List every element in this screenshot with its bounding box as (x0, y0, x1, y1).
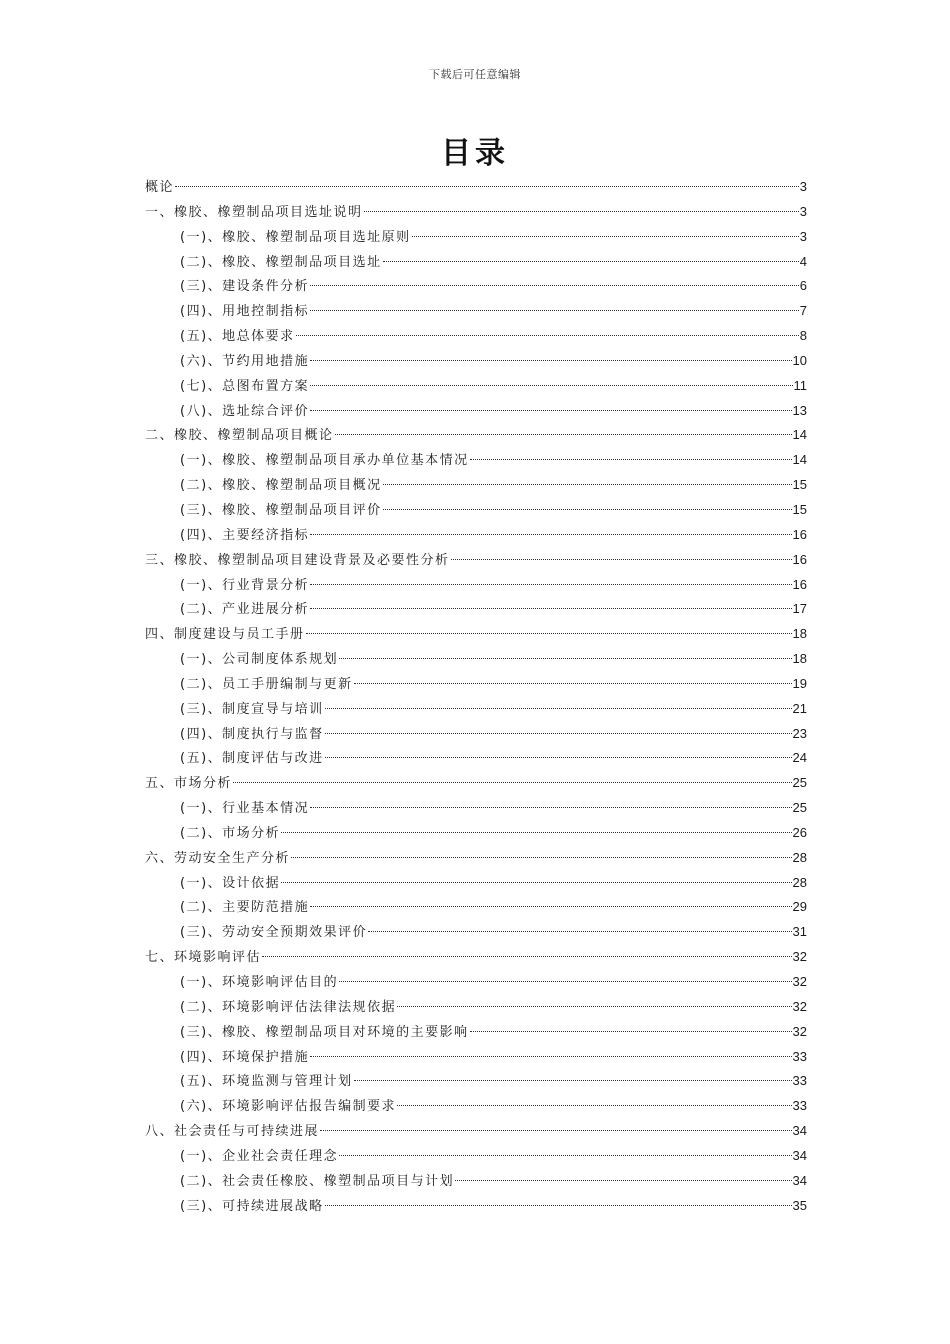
toc-entry-22[interactable] (145, 697, 807, 722)
toc-entry-label: 概论 (145, 180, 175, 195)
toc-entry-label: 二、橡胶、橡塑制品项目概论 (145, 428, 334, 444)
toc-entry-label: (六)、节约用地措施 (180, 353, 310, 369)
toc-page-number: 6 (799, 278, 807, 294)
toc-entry-34[interactable] (145, 995, 807, 1020)
toc-entry-12[interactable] (145, 448, 807, 473)
toc-dot-leader (354, 682, 792, 684)
toc-entry-label: (二)、主要防范措施 (180, 900, 310, 916)
toc-page-number: 34 (792, 1172, 807, 1188)
toc-entry-7[interactable] (145, 324, 807, 349)
toc-entry-label: (一)、橡胶、橡塑制品项目选址原则 (180, 229, 411, 245)
toc-entry-label: (四)、主要经济指标 (180, 527, 310, 543)
toc-entry-23[interactable] (145, 722, 807, 747)
toc-entry-label: (一)、行业背景分析 (180, 577, 310, 593)
toc-page-number: 19 (792, 675, 807, 691)
toc-page-number: 33 (792, 1073, 807, 1089)
toc-entry-9[interactable] (145, 374, 807, 399)
toc-entry-label: (七)、总图布置方案 (180, 378, 310, 394)
toc-entry-label: (五)、地总体要求 (180, 329, 295, 345)
toc-page-number: 33 (792, 1048, 807, 1064)
toc-page-number: 33 (792, 1098, 807, 1114)
toc-entry-17[interactable] (145, 573, 807, 598)
toc-entry-label: (三)、橡胶、橡塑制品项目对环境的主要影响 (180, 1024, 469, 1040)
toc-dot-leader (383, 483, 792, 485)
toc-page-number: 13 (792, 402, 807, 418)
toc-entry-40[interactable] (145, 1144, 807, 1169)
toc-entry-label: (三)、制度宣导与培训 (180, 701, 324, 717)
toc-dot-leader (175, 185, 799, 187)
toc-dot-leader (296, 334, 799, 336)
toc-dot-leader (233, 781, 792, 783)
page-title: 目录 (441, 136, 509, 171)
toc-dot-leader (339, 657, 791, 659)
toc-dot-leader (310, 359, 791, 361)
toc-entry-label: (三)、建设条件分析 (180, 279, 310, 295)
toc-dot-leader (291, 856, 792, 858)
toc-entry-33[interactable] (145, 970, 807, 995)
toc-entry-20[interactable] (145, 647, 807, 672)
toc-page-number: 14 (792, 427, 807, 443)
toc-dot-leader (397, 1104, 791, 1106)
toc-dot-leader (310, 409, 791, 411)
toc-page-number: 31 (792, 924, 807, 940)
toc-entry-16[interactable] (145, 548, 807, 573)
toc-entry-1[interactable] (145, 175, 807, 200)
toc-entry-36[interactable] (145, 1045, 807, 1070)
toc-entry-25[interactable] (145, 771, 807, 796)
header-note: 下载后可任意编辑 (429, 68, 521, 81)
toc-dot-leader (325, 756, 792, 758)
toc-page-number: 32 (792, 974, 807, 989)
toc-page-number: 11 (793, 377, 807, 393)
toc-page-number: 26 (792, 824, 807, 840)
toc-page-number: 4 (799, 253, 807, 269)
toc-dot-leader (310, 1055, 791, 1057)
toc-page-number: 3 (799, 203, 807, 219)
toc-page-number: 15 (792, 477, 807, 493)
toc-dot-leader (310, 806, 791, 808)
toc-entry-label: (一)、环境影响评估目的 (180, 975, 339, 990)
toc-entry-label: (二)、环境影响评估法律法规依据 (180, 999, 397, 1015)
toc-page-number: 8 (799, 328, 807, 344)
toc-entry-11[interactable] (145, 423, 807, 448)
toc-page-number: 7 (799, 303, 807, 319)
toc-entry-label: (二)、橡胶、橡塑制品项目选址 (180, 254, 382, 270)
toc-dot-leader (368, 930, 791, 932)
table-of-contents (145, 175, 807, 1218)
toc-entry-label: (二)、员工手册编制与更新 (180, 676, 353, 692)
toc-dot-leader (339, 980, 791, 982)
toc-entry-label: (二)、橡胶、橡塑制品项目概况 (180, 478, 382, 494)
toc-page-number: 32 (792, 949, 807, 965)
toc-entry-32[interactable] (145, 945, 807, 970)
toc-entry-label: (一)、公司制度体系规划 (180, 652, 339, 668)
toc-entry-label: (三)、劳动安全预期效果评价 (180, 925, 368, 941)
toc-page-number: 18 (792, 651, 807, 667)
toc-page-number: 21 (792, 700, 807, 716)
toc-page-number: 25 (792, 800, 807, 816)
toc-page-number: 25 (792, 775, 807, 791)
toc-dot-leader (310, 607, 791, 609)
toc-entry-label: 五、市场分析 (145, 776, 233, 792)
toc-entry-24[interactable] (145, 746, 807, 771)
toc-dot-leader (470, 458, 792, 460)
toc-entry-29[interactable] (145, 871, 807, 896)
toc-dot-leader (451, 558, 792, 560)
toc-page-number: 32 (792, 998, 807, 1014)
toc-entry-26[interactable] (145, 796, 807, 821)
toc-entry-18[interactable] (145, 597, 807, 622)
toc-entry-28[interactable] (145, 846, 807, 871)
toc-entry-label: (二)、社会责任橡胶、橡塑制品项目与计划 (180, 1173, 455, 1189)
toc-entry-label: (五)、环境监测与管理计划 (180, 1074, 353, 1090)
toc-entry-37[interactable] (145, 1069, 807, 1094)
toc-entry-label: 一、橡胶、橡塑制品项目选址说明 (145, 204, 363, 220)
toc-page-number: 14 (792, 452, 807, 468)
toc-entry-14[interactable] (145, 498, 807, 523)
toc-page-number: 18 (792, 626, 807, 642)
toc-entry-10[interactable] (145, 399, 807, 424)
toc-entry-5[interactable] (145, 274, 807, 299)
toc-dot-leader (354, 1079, 792, 1081)
toc-dot-leader (281, 831, 791, 833)
toc-entry-label: (五)、制度评估与改进 (180, 751, 324, 767)
toc-page-number: 32 (792, 1023, 807, 1039)
toc-entry-label: (二)、产业进展分析 (180, 602, 310, 618)
toc-dot-leader (310, 533, 791, 535)
toc-entry-30[interactable] (145, 895, 807, 920)
toc-entry-6[interactable] (145, 299, 807, 324)
toc-entry-label: (二)、市场分析 (180, 825, 281, 841)
toc-entry-label: 六、劳动安全生产分析 (145, 850, 291, 866)
toc-dot-leader (455, 1179, 791, 1181)
toc-page-number: 16 (792, 551, 807, 567)
toc-dot-leader (383, 260, 799, 262)
toc-page-number: 28 (792, 849, 807, 865)
toc-dot-leader (383, 508, 792, 510)
toc-entry-15[interactable] (145, 523, 807, 548)
toc-page-number: 28 (792, 874, 807, 890)
toc-dot-leader (306, 632, 792, 634)
toc-page-number: 15 (792, 501, 807, 517)
toc-dot-leader (262, 955, 792, 957)
toc-entry-label: (四)、环境保护措施 (180, 1049, 310, 1065)
toc-dot-leader (320, 1129, 792, 1131)
toc-entry-label: 八、社会责任与可持续进展 (145, 1124, 320, 1140)
toc-page-number: 23 (792, 725, 807, 741)
toc-dot-leader (364, 210, 799, 212)
toc-dot-leader (325, 1204, 792, 1206)
toc-page-number: 24 (792, 750, 807, 766)
toc-entry-label: (一)、企业社会责任理念 (180, 1148, 339, 1164)
toc-page-number: 16 (792, 576, 807, 592)
toc-dot-leader (310, 384, 792, 386)
toc-entry-label: 四、制度建设与员工手册 (145, 627, 305, 643)
toc-dot-leader (310, 309, 799, 311)
toc-entry-8[interactable] (145, 349, 807, 374)
toc-entry-27[interactable] (145, 821, 807, 846)
toc-entry-label: (八)、选址综合评价 (180, 403, 310, 419)
toc-dot-leader (310, 583, 791, 585)
toc-entry-41[interactable] (145, 1169, 807, 1194)
toc-entry-35[interactable] (145, 1020, 807, 1045)
toc-page-number: 16 (792, 526, 807, 542)
toc-page-number: 34 (792, 1147, 807, 1163)
toc-entry-31[interactable] (145, 920, 807, 945)
toc-entry-label: (四)、制度执行与监督 (180, 726, 324, 742)
toc-entry-label: (三)、橡胶、橡塑制品项目评价 (180, 502, 382, 518)
toc-dot-leader (325, 707, 792, 709)
toc-page-number: 10 (792, 352, 807, 368)
toc-entry-label: (一)、行业基本情况 (180, 801, 310, 817)
toc-dot-leader (325, 732, 792, 734)
toc-entry-2[interactable] (145, 200, 807, 225)
toc-entry-label: (一)、设计依据 (180, 875, 281, 891)
toc-entry-21[interactable] (145, 672, 807, 697)
toc-page-number: 35 (792, 1197, 807, 1213)
toc-dot-leader (310, 905, 791, 907)
toc-entry-label: (三)、可持续进展战略 (180, 1198, 324, 1214)
toc-dot-leader (310, 284, 799, 286)
toc-entry-19[interactable] (145, 622, 807, 647)
toc-entry-label: (一)、橡胶、橡塑制品项目承办单位基本情况 (180, 453, 469, 469)
toc-entry-label: (六)、环境影响评估报告编制要求 (180, 1099, 397, 1115)
toc-dot-leader (412, 235, 799, 237)
toc-page-number: 29 (792, 899, 807, 915)
toc-dot-leader (470, 1030, 792, 1032)
toc-entry-13[interactable] (145, 473, 807, 498)
toc-dot-leader (281, 881, 791, 883)
toc-entry-3[interactable] (145, 225, 807, 250)
toc-entry-label: 三、橡胶、橡塑制品项目建设背景及必要性分析 (145, 552, 450, 568)
toc-page-number: 17 (792, 601, 807, 617)
toc-entry-38[interactable] (145, 1094, 807, 1119)
toc-entry-42[interactable] (145, 1194, 807, 1219)
toc-dot-leader (339, 1154, 791, 1156)
toc-dot-leader (397, 1005, 791, 1007)
toc-page-number: 34 (792, 1123, 807, 1139)
toc-entry-label: 七、环境影响评估 (145, 950, 262, 966)
toc-entry-label: (四)、用地控制指标 (180, 304, 310, 320)
toc-page-number: 3 (799, 228, 807, 244)
toc-dot-leader (335, 433, 792, 435)
toc-entry-39[interactable] (145, 1119, 807, 1144)
toc-entry-4[interactable] (145, 250, 807, 275)
toc-page-number: 3 (799, 179, 807, 194)
